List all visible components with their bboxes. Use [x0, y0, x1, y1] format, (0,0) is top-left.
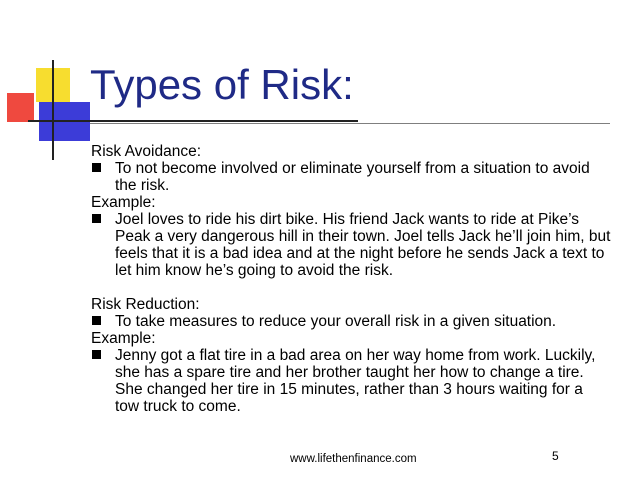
bullet-item: [91, 211, 611, 279]
bullet-text: To take measures to reduce your overall risk in a given situation.: [115, 313, 557, 330]
bullet-text: To not become involved or eliminate yourself from a situation to avoid the risk.: [115, 160, 590, 194]
slide-body: [91, 143, 611, 415]
title-underline: [90, 123, 610, 124]
footer-url: www.lifethenfinance.com: [290, 453, 417, 465]
slide-title: Types of Risk:: [90, 61, 354, 108]
page-number: 5: [552, 449, 559, 463]
logo-vertical-line: [52, 60, 54, 160]
bullet-text: Joel loves to ride his dirt bike. His friend Jack wants to ride at Pike’s Peak a very dangerous hill in their town. Joel tells Jack he’ll join him, but feels that it is a bad idea and at the night before he sends Jack a text to let him know he’s going to avoid the risk.: [115, 211, 611, 279]
bullet-item: [91, 160, 611, 194]
bullet-text: Jenny got a flat tire in a bad area on her way home from work. Luckily, she has a spare tire and her brother taught her how to change a tire. She changed her tire in 15 minutes, rather than 3 hours waiting for a tow truck to come.: [115, 347, 596, 415]
section-heading-example-2: Example:: [91, 330, 156, 347]
logo-red-square: [7, 93, 34, 122]
section-heading-risk-avoidance: Risk Avoidance:: [91, 143, 201, 160]
section-heading-example-1: Example:: [91, 194, 156, 211]
bullet-item: [91, 313, 611, 330]
spacer: [91, 279, 611, 296]
logo-horizontal-line: [28, 120, 358, 122]
square-bullet-icon: [92, 163, 102, 173]
square-bullet-icon: [92, 350, 102, 360]
square-bullet-icon: [92, 316, 102, 326]
square-bullet-icon: [92, 214, 102, 224]
bullet-item: [91, 347, 611, 415]
section-heading-risk-reduction: Risk Reduction:: [91, 296, 200, 313]
